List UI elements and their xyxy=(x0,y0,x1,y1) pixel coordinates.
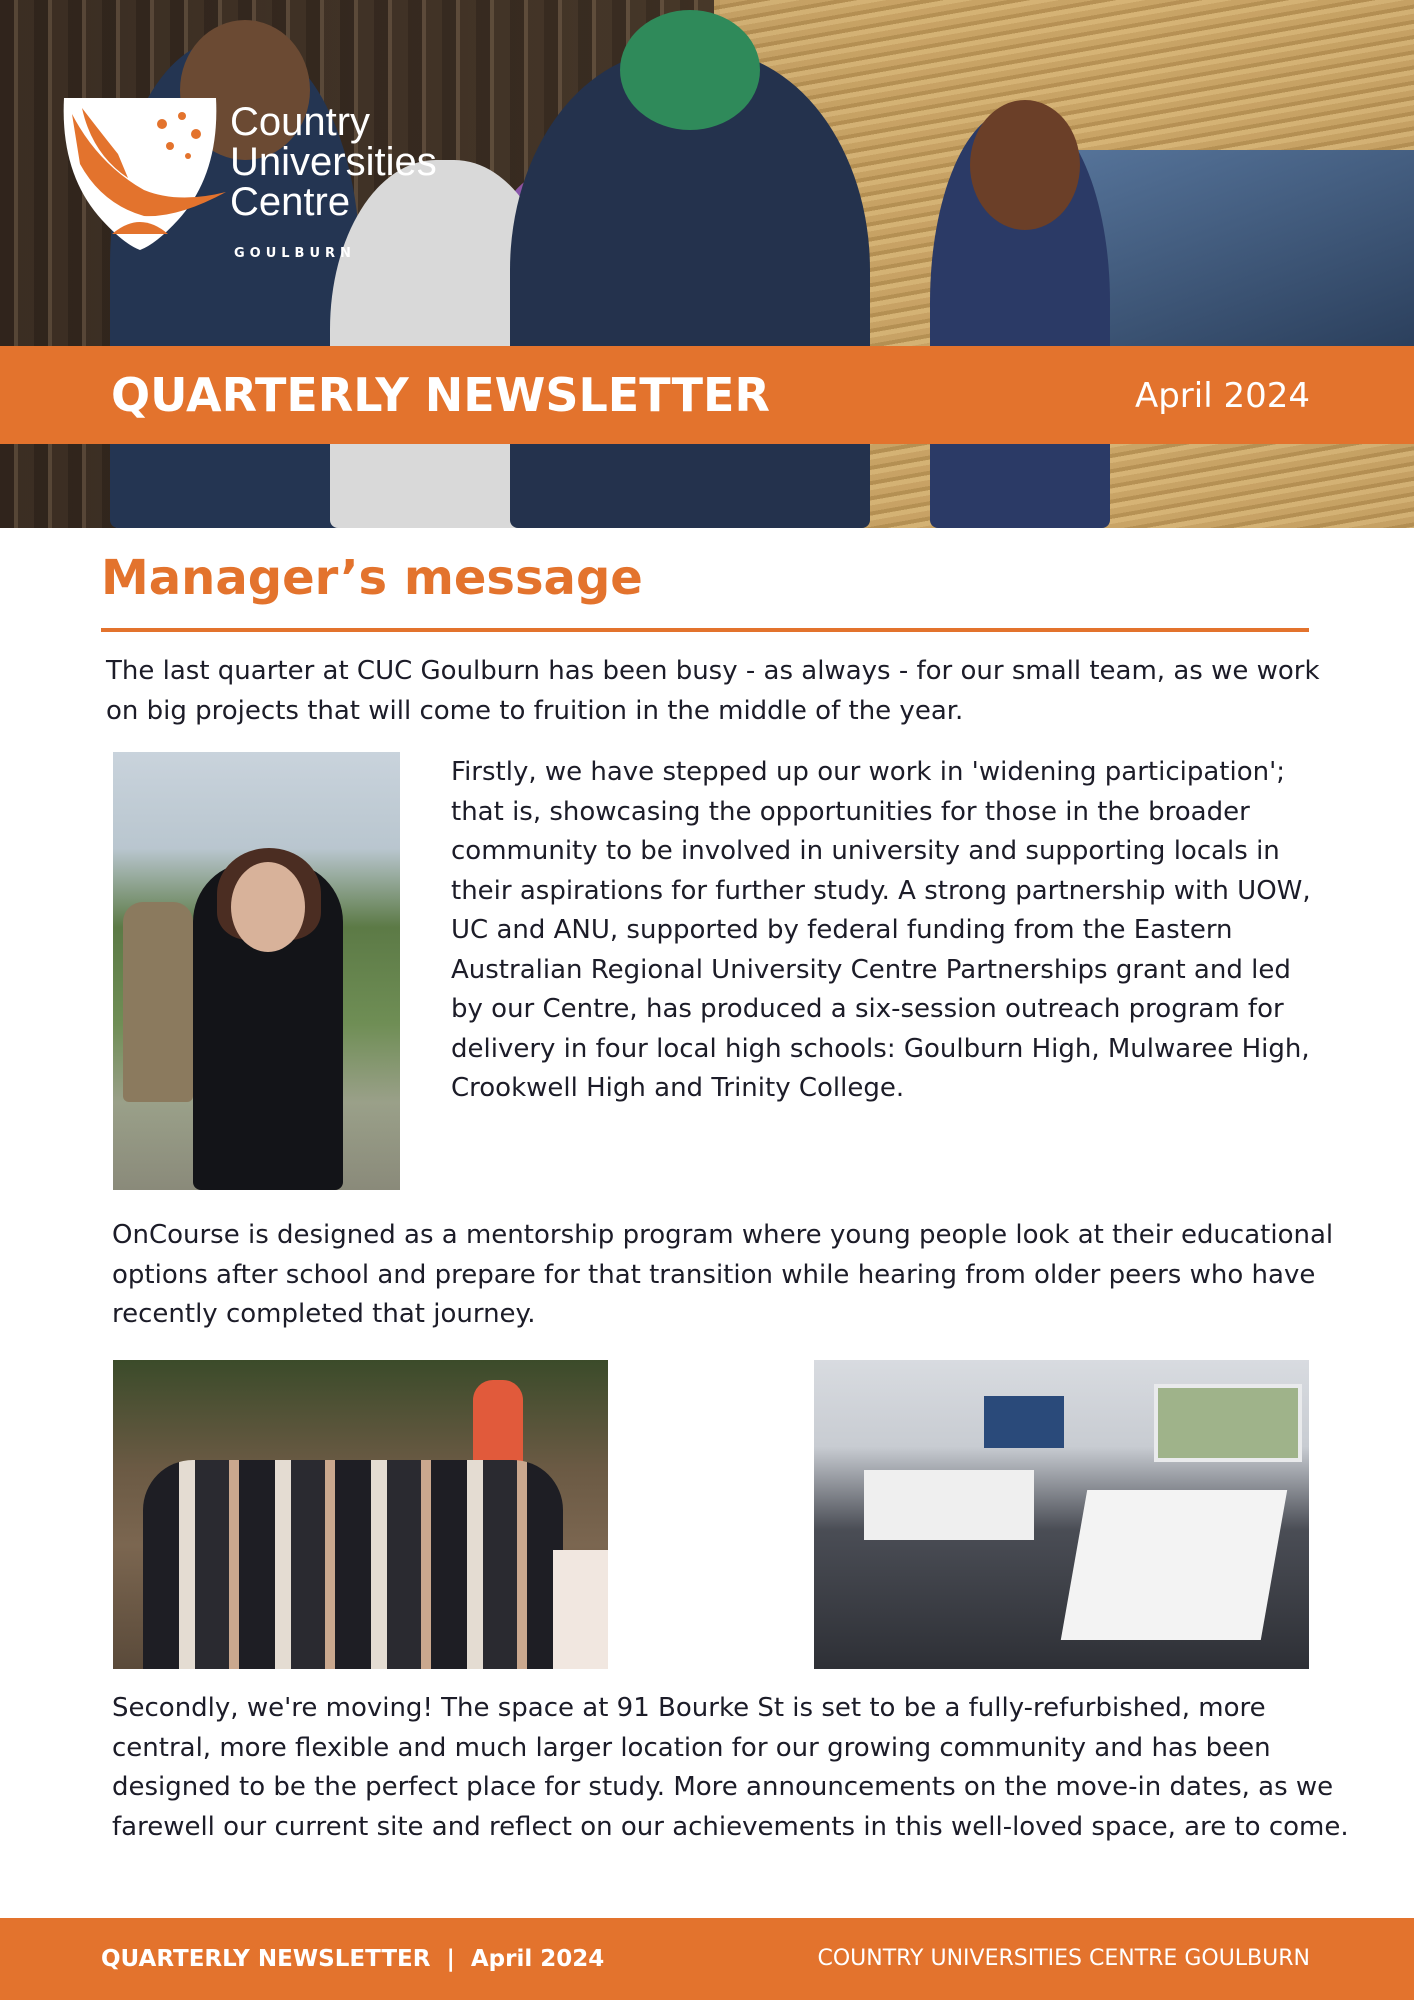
logo-line: Country xyxy=(230,100,371,144)
title-band xyxy=(0,346,1414,444)
workshop-photo xyxy=(814,1360,1309,1669)
hero-banner xyxy=(0,0,1414,528)
group-photo-people xyxy=(143,1460,563,1669)
hero-photo-screen xyxy=(1060,150,1414,350)
newsletter-date: April 2024 xyxy=(1134,376,1310,416)
section-heading: Manager’s message xyxy=(101,550,643,606)
footer-organization: COUNTRY UNIVERSITIES CENTRE GOULBURN xyxy=(817,1946,1310,1971)
secondly-paragraph: Secondly, we're moving! The space at 91 Bourke St is set to be a fully-refurbished, more central, more flexible and much larger location for our growing community and has been designed to be the perfect place for study. More announcements on the move-in dates, as we farewell our current site and reflect on our achievements in this well-loved space, are to come. xyxy=(112,1693,1349,1842)
group-photo-sign xyxy=(553,1550,608,1669)
workshop-table xyxy=(864,1470,1034,1540)
firstly-paragraph: Firstly, we have stepped up our work in 'widening participation'; that is, showcasing the opportunities for those in the broader community to be involved in university and supporting locals in their aspirations for further study. A strong partnership with UOW, UC and ANU, supported by federal funding from the Eastern Australian Regional University Centre Partnerships grant and led by our Centre, has produced a six-session outreach program for delivery in four local high schools: Goulburn High, Mulwaree High, Crookwell High and Trinity College. xyxy=(451,757,1311,1103)
intro-paragraph: The last quarter at CUC Goulburn has been busy - as always - for our small team, as we work on big projects that will come to fruition in the middle of the year. xyxy=(106,656,1320,726)
hero-person-head xyxy=(970,100,1080,230)
footer-newsletter-label: QUARTERLY NEWSLETTER | April 2024 xyxy=(101,1946,605,1972)
logo-line: Centre xyxy=(230,180,351,224)
workshop-table xyxy=(1061,1490,1287,1640)
shield-eagle-icon xyxy=(58,94,228,254)
manager-face xyxy=(231,862,305,952)
footer-band xyxy=(0,1918,1414,2000)
heading-divider xyxy=(101,628,1309,632)
logo-line: Universities xyxy=(230,140,437,184)
group-photo xyxy=(113,1360,608,1669)
hero-person-cap xyxy=(620,10,760,130)
oncourse-paragraph: OnCourse is designed as a mentorship program where young people look at their educational options after school and prepare for that transition while hearing from older peers who have recently completed that journey. xyxy=(112,1220,1334,1329)
fountain-shape xyxy=(123,902,193,1102)
newsletter-title: QUARTERLY NEWSLETTER xyxy=(111,368,770,422)
workshop-window xyxy=(1154,1384,1302,1462)
logo-subtitle: GOULBURN xyxy=(234,246,356,261)
cuc-logo xyxy=(58,94,478,264)
logo-wordmark xyxy=(230,102,437,222)
manager-photo xyxy=(113,752,400,1190)
workshop-screen xyxy=(984,1396,1064,1448)
